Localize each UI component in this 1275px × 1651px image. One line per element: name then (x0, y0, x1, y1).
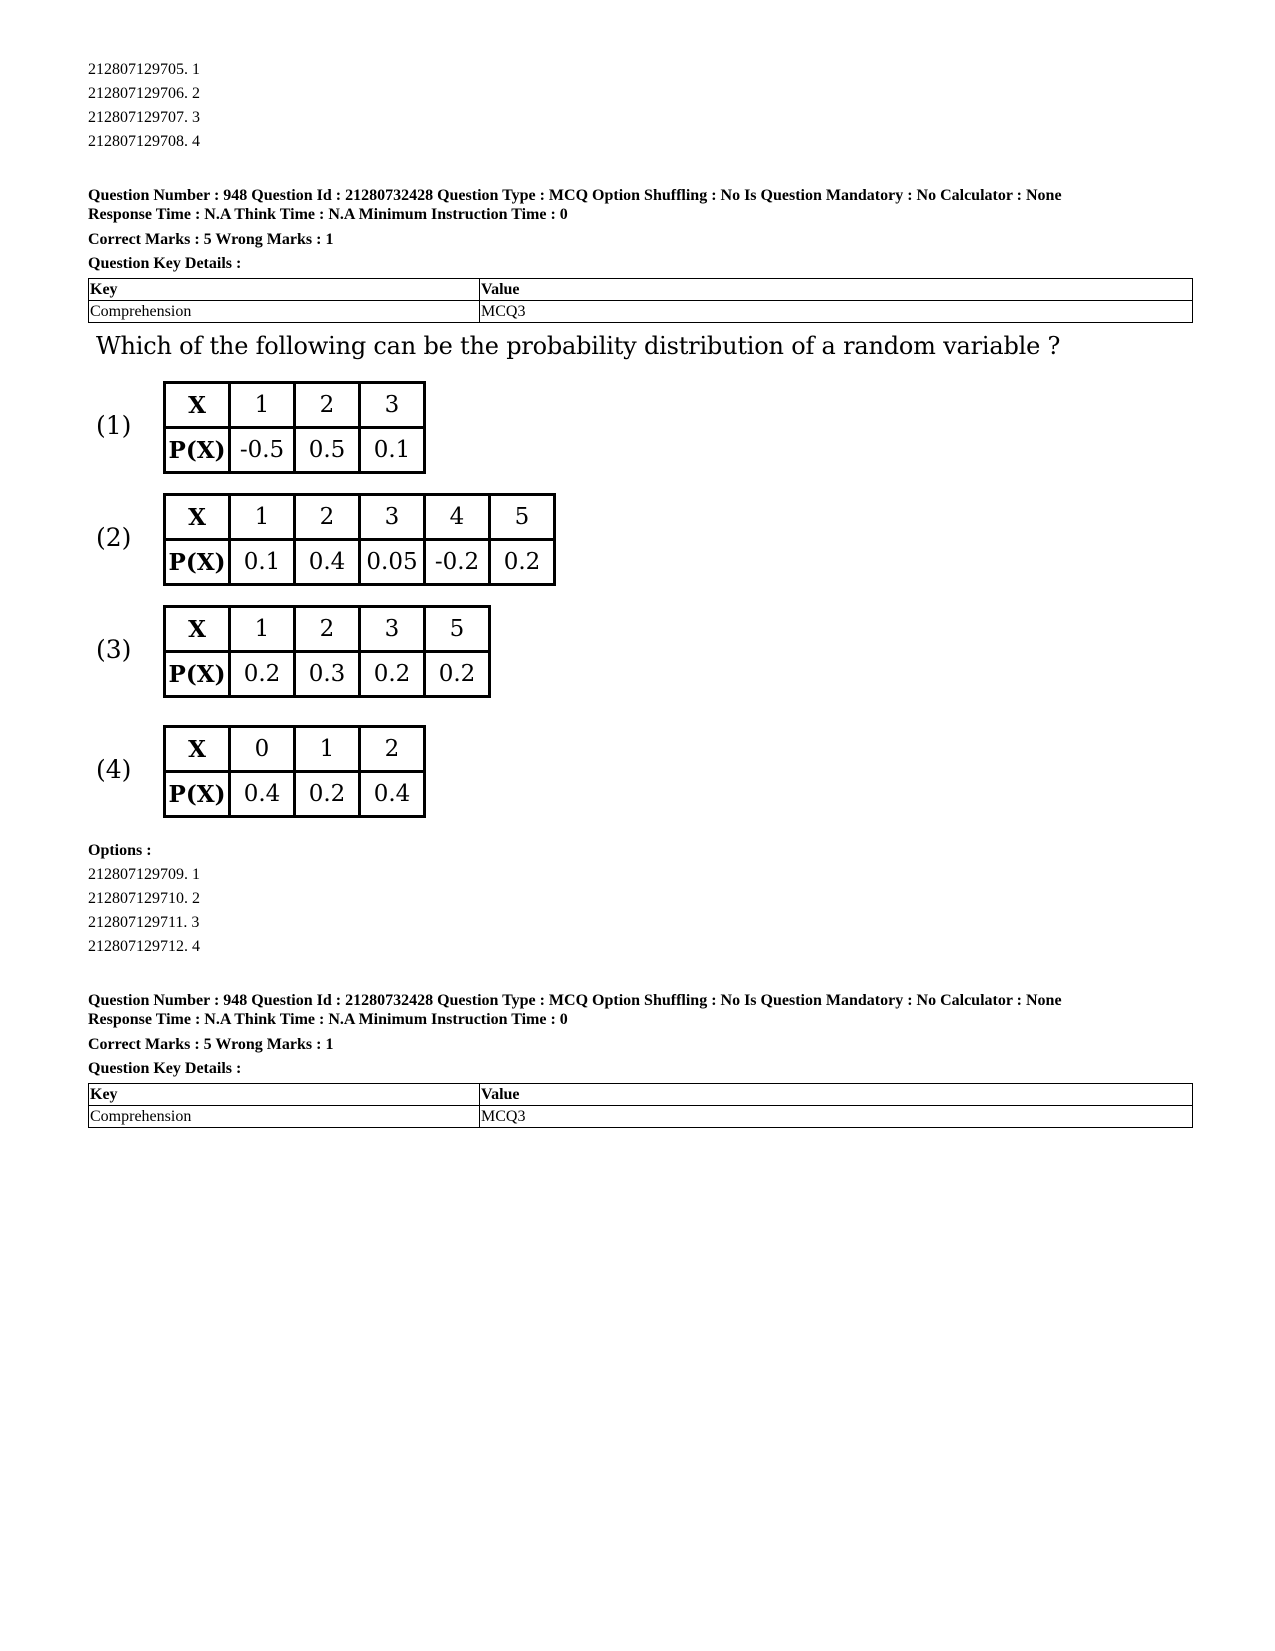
option-line: 212807129710. 2 (88, 890, 200, 907)
choice-label: (1) (96, 411, 132, 440)
previous-options-list (88, 58, 1193, 154)
question-block (88, 186, 1193, 959)
x-cell: 1 (295, 727, 360, 772)
option-line: 212807129707. 3 (88, 109, 200, 126)
x-cell: 4 (425, 495, 490, 540)
x-cell: 1 (230, 495, 295, 540)
question-content (88, 331, 1193, 823)
x-cell: 2 (360, 727, 425, 772)
key-column-header: Key (89, 1084, 480, 1106)
question-timing: Response Time : N.A Think Time : N.A Minimum Instruction Time : 0 (88, 206, 568, 223)
choice-2 (88, 493, 1193, 591)
options-list (88, 863, 1193, 959)
p-cell: 0.2 (230, 652, 295, 697)
choice-4 (88, 725, 1193, 823)
question-header: Question Number : 948 Question Id : 21280732428 Question Type : MCQ Option Shuffling : No Is Question Mandatory : No Calculator : None (88, 187, 1062, 204)
choice-1 (88, 381, 1193, 479)
options-label: Options : (88, 842, 152, 859)
option-line: 212807129709. 1 (88, 866, 200, 883)
x-header: X (165, 383, 230, 428)
x-cell: 1 (230, 607, 295, 652)
p-cell: 0.2 (360, 652, 425, 697)
x-cell: 3 (360, 383, 425, 428)
question-header: Question Number : 948 Question Id : 21280732428 Question Type : MCQ Option Shuffling : No Is Question Mandatory : No Calculator : None (88, 992, 1062, 1009)
option-line: 212807129705. 1 (88, 61, 200, 78)
distribution-table (163, 605, 491, 698)
x-cell: 5 (490, 495, 555, 540)
value-cell: MCQ3 (480, 1106, 1193, 1128)
choice-label: (2) (96, 523, 132, 552)
value-column-header: Value (480, 279, 1193, 301)
option-line: 212807129706. 2 (88, 85, 200, 102)
x-cell: 0 (230, 727, 295, 772)
x-cell: 3 (360, 607, 425, 652)
document-page (88, 58, 1193, 1128)
option-line: 212807129712. 4 (88, 938, 200, 955)
p-cell: 0.2 (425, 652, 490, 697)
question-timing: Response Time : N.A Think Time : N.A Minimum Instruction Time : 0 (88, 1011, 568, 1028)
x-cell: 1 (230, 383, 295, 428)
p-cell: -0.5 (230, 428, 295, 473)
question-text: Which of the following can be the probability distribution of a random variable ? (96, 332, 1061, 360)
p-cell: 0.05 (360, 540, 425, 585)
p-header: P(X) (165, 772, 230, 817)
p-header: P(X) (165, 540, 230, 585)
x-cell: 3 (360, 495, 425, 540)
choice-label: (4) (96, 755, 132, 784)
p-cell: 0.4 (360, 772, 425, 817)
key-details-label: Question Key Details : (88, 255, 242, 272)
p-cell: 0.3 (295, 652, 360, 697)
p-cell: -0.2 (425, 540, 490, 585)
x-header: X (165, 727, 230, 772)
marks-line: Correct Marks : 5 Wrong Marks : 1 (88, 231, 334, 248)
p-header: P(X) (165, 652, 230, 697)
p-cell: 0.2 (295, 772, 360, 817)
x-cell: 2 (295, 607, 360, 652)
option-line: 212807129711. 3 (88, 914, 200, 931)
distribution-table (163, 493, 556, 586)
distribution-table (163, 381, 426, 474)
question-block (88, 991, 1193, 1128)
key-details-table (88, 1083, 1193, 1128)
x-header: X (165, 495, 230, 540)
choice-label: (3) (96, 635, 132, 664)
p-cell: 0.4 (230, 772, 295, 817)
key-details-label: Question Key Details : (88, 1060, 242, 1077)
marks-line: Correct Marks : 5 Wrong Marks : 1 (88, 1036, 334, 1053)
x-cell: 5 (425, 607, 490, 652)
key-column-header: Key (89, 279, 480, 301)
option-line: 212807129708. 4 (88, 133, 200, 150)
key-details-table (88, 278, 1193, 323)
p-cell: 0.1 (230, 540, 295, 585)
key-cell: Comprehension (89, 1106, 480, 1128)
p-cell: 0.5 (295, 428, 360, 473)
p-cell: 0.4 (295, 540, 360, 585)
p-cell: 0.2 (490, 540, 555, 585)
key-cell: Comprehension (89, 301, 480, 323)
x-cell: 2 (295, 383, 360, 428)
value-column-header: Value (480, 1084, 1193, 1106)
choice-3 (88, 605, 1193, 703)
p-header: P(X) (165, 428, 230, 473)
p-cell: 0.1 (360, 428, 425, 473)
value-cell: MCQ3 (480, 301, 1193, 323)
x-header: X (165, 607, 230, 652)
distribution-table (163, 725, 426, 818)
x-cell: 2 (295, 495, 360, 540)
